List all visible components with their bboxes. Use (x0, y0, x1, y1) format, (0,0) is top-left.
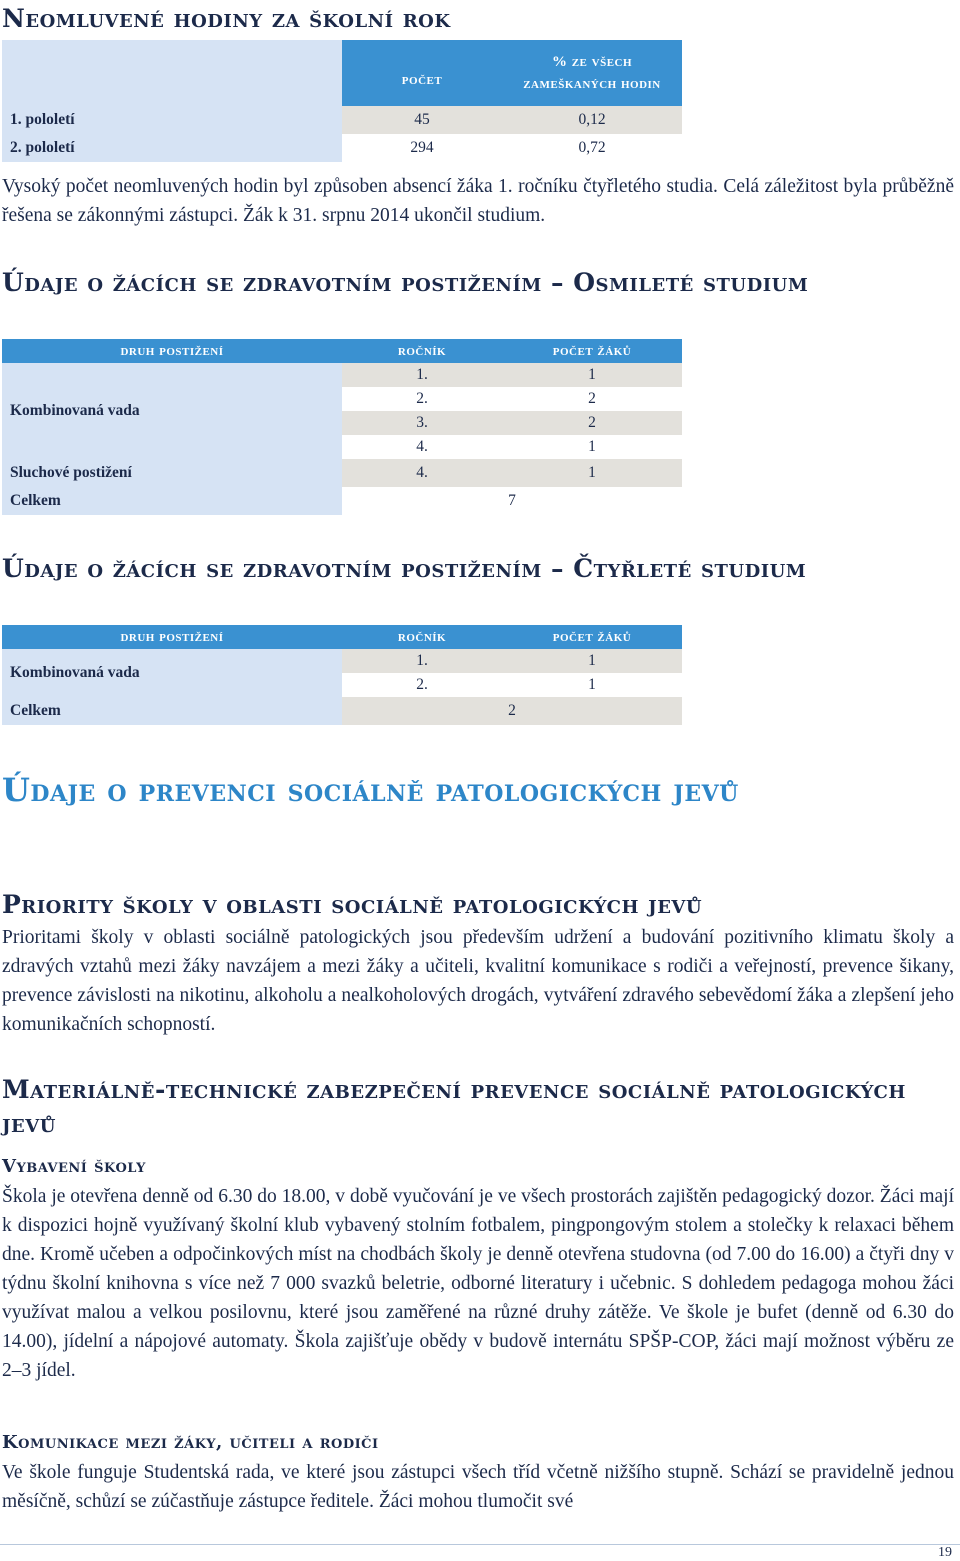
row-label: Kombinovaná vada (2, 363, 342, 459)
table-row (2, 363, 682, 387)
disability-4year-table (2, 625, 682, 725)
communication-text: Ve škole funguje Studentská rada, ve které jsou zástupci všech tříd včetně nižšího stupně. Schází se pravidelně jednou měsíčně, schůzí se zúčastňuje zástupce ředitele. Žáci mohou tlumočit své (2, 1462, 954, 1512)
row-count: 45 (342, 106, 502, 134)
heading-material-technical: Materiálně-technické zabezpečení prevence sociálně patologických jevů (2, 1075, 906, 1138)
header-grade: ročník (342, 339, 502, 363)
heading-unexcused-hours: Neomluvené hodiny za školní rok (2, 4, 451, 33)
row-count: 1 (502, 459, 682, 487)
table-total-row (2, 697, 682, 725)
row-count: 2 (502, 411, 682, 435)
table-row (2, 459, 682, 487)
row-grade: 1. (342, 363, 502, 387)
header-count: počet (342, 40, 502, 106)
heading-disability-8year: Údaje o žácích se zdravotním postižením – Osmileté studium (2, 268, 809, 297)
row-grade: 4. (342, 459, 502, 487)
table-header-row (2, 40, 682, 106)
unexcused-hours-table (2, 40, 682, 162)
row-count: 1 (502, 363, 682, 387)
row-grade: 4. (342, 435, 502, 459)
row-grade: 2. (342, 387, 502, 411)
row-count: 2 (502, 387, 682, 411)
header-percent: % ze všech zameškaných hodin (502, 40, 682, 106)
total-count: 2 (342, 697, 682, 725)
table-header-row (2, 339, 682, 363)
total-count: 7 (342, 487, 682, 515)
table-row (2, 106, 682, 134)
header-count: počet žáků (502, 625, 682, 649)
total-label: Celkem (2, 697, 342, 725)
row-grade: 1. (342, 649, 502, 673)
table-row (2, 134, 682, 162)
heading-prevention: Údaje o prevenci sociálně patologických jevů (2, 771, 739, 809)
priorities-text: Prioritami školy v oblasti sociálně patologických jsou především udržení a budování pozitivního klimatu školy a zdravých vztahů mezi žáky navzájem a mezi žáky a učiteli, kvalitní komunikace s rodiči a veřejností, prevence šikany, prevence závislosti na nikotinu, alkoholu a nealkoholových drogách, vytváření zdravého sebevědomí žáka a zlepšení jeho komunikačních schopností. (2, 927, 954, 1035)
unexcused-note: Vysoký počet neomluvených hodin byl způsoben absencí žáka 1. ročníku čtyřletého studia. Celá záležitost byla průběžně řešena se zákonnými zástupci. Žák k 31. srpnu 2014 ukončil studium. (2, 176, 954, 226)
row-count: 294 (342, 134, 502, 162)
row-label: Sluchové postižení (2, 459, 342, 487)
total-label: Celkem (2, 487, 342, 515)
row-label: 2. pololetí (2, 134, 342, 162)
row-percent: 0,72 (502, 134, 682, 162)
header-grade: ročník (342, 625, 502, 649)
table-total-row (2, 487, 682, 515)
row-label: 1. pololetí (2, 106, 342, 134)
heading-disability-4year: Údaje o žácích se zdravotním postižením – Čtyřleté studium (2, 554, 807, 583)
row-count: 1 (502, 649, 682, 673)
header-type: druh postižení (2, 339, 342, 363)
header-type: druh postižení (2, 625, 342, 649)
row-count: 1 (502, 673, 682, 697)
heading-communication: Komunikace mezi žáky, učiteli a rodiči (2, 1432, 379, 1453)
heading-equipment: Vybavení školy (2, 1156, 146, 1177)
equipment-text: Škola je otevřena denně od 6.30 do 18.00, v době vyučování je ve všech prostorách zajištěn pedagogický dozor. Žáci mají k dispozici hojně využívaný školní klub vybavený stolním fotbalem, pingpongovým stolem a stolečky k relaxaci během dne. Kromě učeben a odpočinkových míst na chodbách školy je denně otevřena studovna (od 7.00 do 16.00) a čtyři dny v týdnu školní knihovna s více než 7 000 svazků beletrie, odborné literatury i učebnic. S dohledem pedagoga mohou žáci využívat malou a velkou posilovnu, které jsou zaměřené na různé druhy zátěže. Ve škole je bufet (denně od 6.30 do 14.00), jídelní a nápojové automaty. Škola zajišťuje obědy v budově internátu SPŠP-COP, žáci mají možnost výběru ze 2–3 jídel. (2, 1186, 954, 1381)
table-row (2, 649, 682, 673)
row-grade: 3. (342, 411, 502, 435)
row-percent: 0,12 (502, 106, 682, 134)
heading-priorities: Priority školy v oblasti sociálně patologických jevů (2, 890, 703, 919)
footer-divider (0, 1544, 960, 1545)
page-number: 19 (938, 1545, 952, 1560)
table-header-row (2, 625, 682, 649)
row-label: Kombinovaná vada (2, 649, 342, 697)
row-grade: 2. (342, 673, 502, 697)
header-count: počet žáků (502, 339, 682, 363)
header-empty-cell (2, 40, 342, 106)
row-count: 1 (502, 435, 682, 459)
disability-8year-table (2, 339, 682, 515)
